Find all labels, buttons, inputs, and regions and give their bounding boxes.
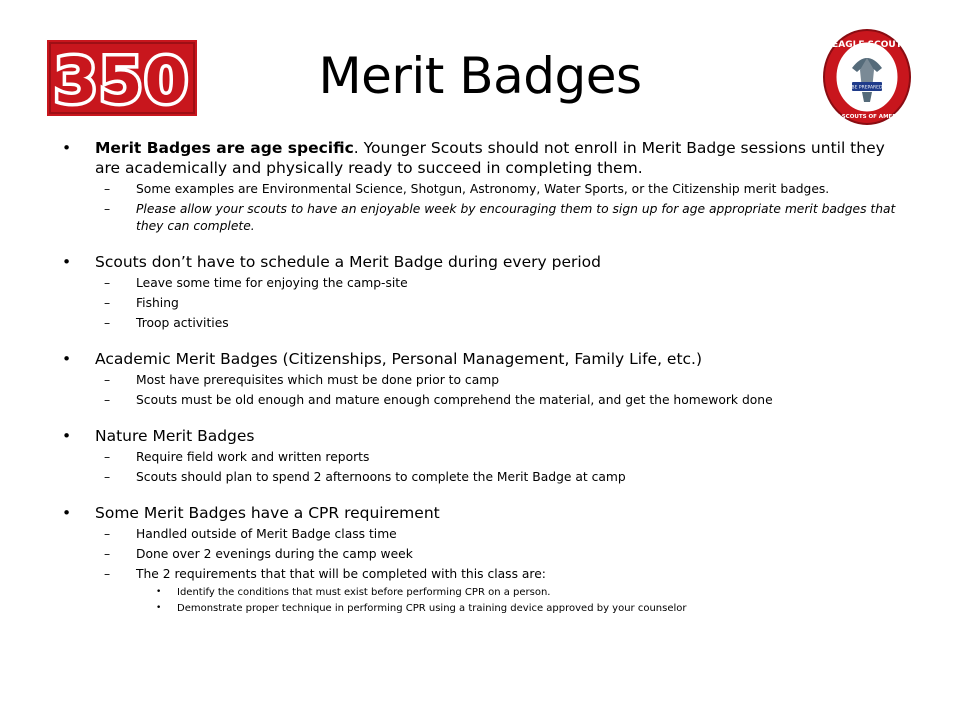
sub-sub-bullet-text: Demonstrate proper technique in performing CPR using a training device approved by your counselor: [177, 603, 687, 614]
bullet-icon: •: [62, 427, 72, 445]
dash-icon: –: [104, 470, 111, 484]
dash-icon: –: [104, 202, 111, 216]
bullet-text: Scouts don’t have to schedule a Merit Badge during every period: [95, 253, 601, 271]
bullet-icon: •: [156, 603, 162, 613]
sub-bullet-item: [58, 449, 898, 466]
bullet-icon: •: [62, 253, 72, 271]
sub-sub-bullet-text: Identify the conditions that must exist before performing CPR on a person.: [177, 587, 551, 598]
sub-bullet-text: Require field work and written reports: [136, 450, 370, 464]
sub-bullet-text: Please allow your scouts to have an enjoyable week by encouraging them to sign up for age appropriate merit badges that they can complete.: [136, 202, 896, 233]
dash-icon: –: [104, 373, 111, 387]
sub-bullet-text: Fishing: [136, 296, 179, 310]
dash-icon: –: [104, 316, 111, 330]
sub-bullet-text: The 2 requirements that that will be completed with this class are:: [136, 567, 546, 581]
dash-icon: –: [104, 182, 111, 196]
dash-icon: –: [104, 527, 111, 541]
sub-bullet-text: Handled outside of Merit Badge class time: [136, 527, 397, 541]
dash-icon: –: [104, 547, 111, 561]
bullet-item: [58, 503, 898, 523]
sub-bullet-text: Some examples are Environmental Science, Shotgun, Astronomy, Water Sports, or the Citizenship merit badges.: [136, 182, 830, 196]
sub-bullet-item: [58, 181, 898, 198]
sub-bullet-item: [58, 546, 898, 563]
sub-bullet-item: [58, 392, 898, 409]
sub-bullet-item: [58, 201, 898, 235]
bullet-item: [58, 426, 898, 446]
bullet-bold-lead: Merit Badges are age specific: [95, 139, 354, 157]
bullet-text: Some Merit Badges have a CPR requirement: [95, 504, 440, 522]
dash-icon: –: [104, 567, 111, 581]
bullet-item: [58, 138, 898, 178]
sub-bullet-text: Scouts must be old enough and mature enough comprehend the material, and get the homework done: [136, 393, 773, 407]
sub-bullet-item: [58, 469, 898, 486]
dash-icon: –: [104, 296, 111, 310]
bullet-icon: •: [62, 350, 72, 368]
slide-title: Merit Badges: [318, 47, 642, 105]
sub-bullet-text: Troop activities: [136, 316, 229, 330]
patch-top-text: EAGLE SCOUT: [832, 40, 902, 50]
dash-icon: –: [104, 450, 111, 464]
sub-sub-bullet-item: [58, 586, 898, 599]
bullet-text: . Younger Scouts should not enroll in Merit Badge sessions until they are academically and physically ready to succeed in completing them.: [95, 139, 885, 177]
bullet-text: Academic Merit Badges (Citizenships, Personal Management, Family Life, etc.): [95, 350, 703, 368]
bullet-icon: •: [62, 504, 72, 522]
sub-bullet-text: Done over 2 evenings during the camp week: [136, 547, 413, 561]
bullet-item: [58, 349, 898, 369]
sub-bullet-item: [58, 566, 898, 583]
logo-350-text: 350: [54, 44, 190, 116]
bullet-text: Nature Merit Badges: [95, 427, 255, 445]
bullet-item: [58, 252, 898, 272]
sub-bullet-text: Leave some time for enjoying the camp-site: [136, 276, 408, 290]
bullet-icon: •: [62, 139, 72, 157]
sub-bullet-item: [58, 526, 898, 543]
sub-bullet-text: Scouts should plan to spend 2 afternoons to complete the Merit Badge at camp: [136, 470, 626, 484]
patch-bottom-text: BOY SCOUTS OF AMERICA: [827, 114, 907, 120]
dash-icon: –: [104, 393, 111, 407]
sub-bullet-item: [58, 295, 898, 312]
sub-bullet-text: Most have prerequisites which must be done prior to camp: [136, 373, 500, 387]
patch-banner-text: BE PREPARED: [851, 85, 883, 91]
sub-bullet-item: [58, 315, 898, 332]
bullet-list: [58, 138, 898, 615]
dash-icon: –: [104, 276, 111, 290]
sub-bullet-item: [58, 372, 898, 389]
sub-sub-bullet-item: [58, 602, 898, 615]
sub-bullet-item: [58, 275, 898, 292]
bullet-icon: •: [156, 587, 162, 597]
